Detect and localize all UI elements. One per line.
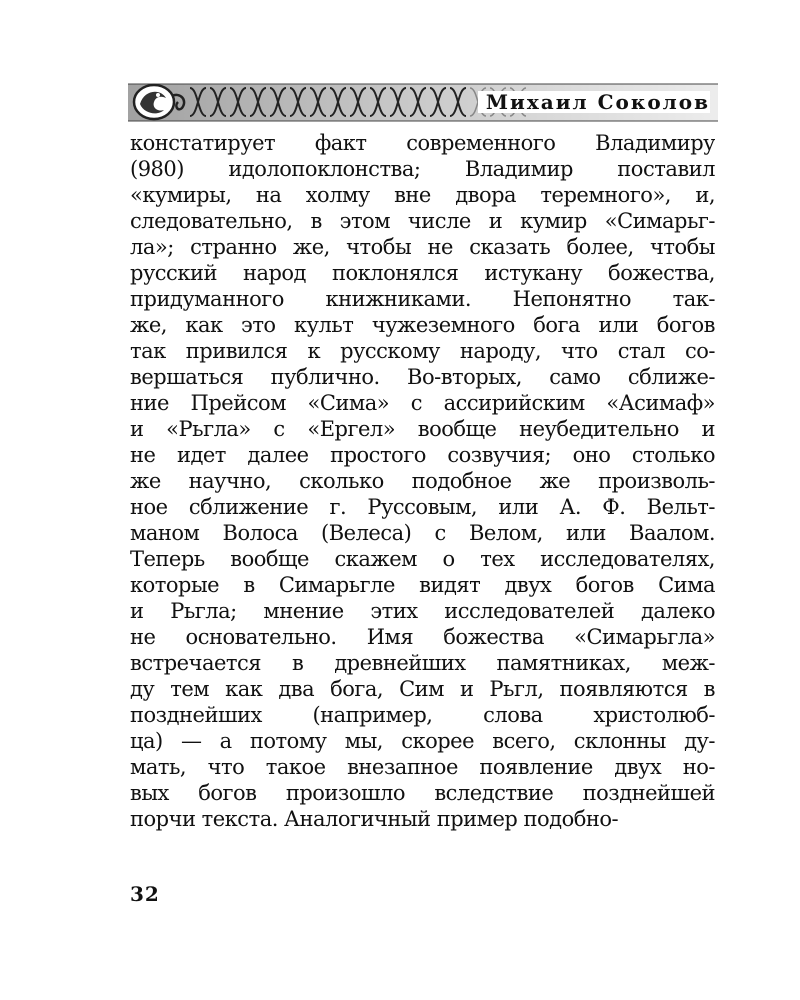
body-text xyxy=(130,130,715,832)
author-name: Михаил Соколов xyxy=(478,91,710,113)
text-line: вых богов произошло вследствие позднейшей xyxy=(130,781,715,805)
text-line: вершаться публично. Во-вторых, само сближе- xyxy=(130,365,715,389)
text-line: мать, что такое внезапное появление двух но- xyxy=(130,755,715,779)
text-line: маном Волоса (Велеса) с Велом, или Ваалом. xyxy=(130,521,715,545)
text-line: русский народ поклонялся истукану божества, xyxy=(130,261,715,285)
text-line: (980) идолопоклонства; Владимир поставил xyxy=(130,157,715,181)
text-line: позднейших (например, слова христолюб- xyxy=(130,703,715,727)
text-line: же, как это культ чужеземного бога или богов xyxy=(130,313,715,337)
text-line: Теперь вообще скажем о тех исследователях, xyxy=(130,547,715,571)
text-line: ние Прейсом «Сима» с ассирийским «Асимаф» xyxy=(130,391,715,415)
text-line: следовательно, в этом числе и кумир «Симарьг- xyxy=(130,209,715,233)
text-line: встречается в древнейших памятниках, меж- xyxy=(130,651,715,675)
text-line: же научно, сколько подобное же произволь- xyxy=(130,469,715,493)
text-line: не основательно. Имя божества «Симарьгла» xyxy=(130,625,715,649)
text-line: констатирует факт современного Владимиру xyxy=(130,131,715,155)
text-line: которые в Симарьгле видят двух богов Сима xyxy=(130,573,715,597)
running-header xyxy=(128,80,718,125)
text-line: ду тем как два бога, Сим и Рьгл, появляются в xyxy=(130,677,715,701)
text-line: порчи текста. Аналогичный пример подобно- xyxy=(130,807,619,831)
text-line: «кумиры, на холму вне двора теремного», и, xyxy=(130,183,715,207)
text-line: так привился к русскому народу, что стал со- xyxy=(130,339,715,363)
text-line: и Рьгла; мнение этих исследователей далеко xyxy=(130,599,715,623)
text-line: ца) — а потому мы, скорее всего, склонны ду- xyxy=(130,729,715,753)
page-number: 32 xyxy=(130,882,160,906)
text-line: не идет далее простого созвучия; оно столько xyxy=(130,443,715,467)
text-line: и «Рьгла» с «Ергел» вообще неубедительно и xyxy=(130,417,715,441)
text-line: ное сближение г. Руссовым, или А. Ф. Вельт- xyxy=(130,495,715,519)
text-line: ла»; странно же, чтобы не сказать более, чтобы xyxy=(130,235,715,259)
text-line: придуманного книжниками. Непонятно так- xyxy=(130,287,715,311)
